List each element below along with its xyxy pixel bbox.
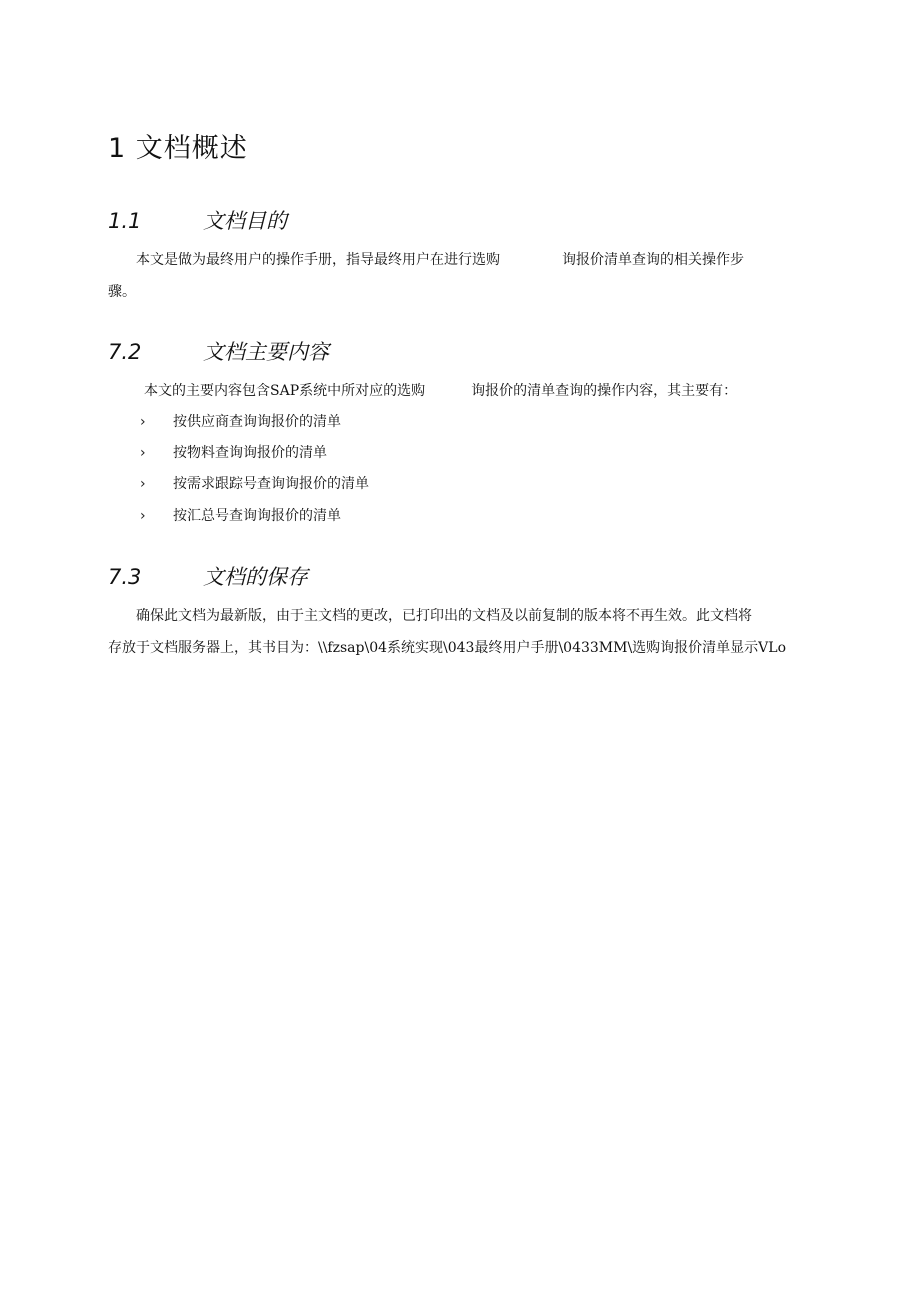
section-title: 文档的保存 <box>203 565 308 589</box>
list-item <box>140 505 341 525</box>
list-item <box>140 442 327 462</box>
section-number: 7.2 <box>108 340 142 364</box>
text-segment: 本文是做为最终用户的操作手册，指导最终用户在进行选购 <box>136 252 500 268</box>
storage-paragraph-line1: 确保此文档为最新版，由于主文档的更改，已打印出的文档及以前复制的版本将不再生效。此文档将 <box>136 608 752 624</box>
list-item-label: 按汇总号查询询报价的清单 <box>173 508 341 524</box>
content-intro-paragraph <box>144 380 737 400</box>
purpose-paragraph-line1 <box>136 249 744 269</box>
chevron-right-icon: › <box>140 476 146 492</box>
text-segment: 询报价清单查询的相关操作步 <box>562 252 744 268</box>
section-title: 文档主要内容 <box>203 340 329 364</box>
list-item-label: 按物料查询询报价的清单 <box>173 445 327 461</box>
heading-document-storage <box>108 561 308 591</box>
text-segment: 询报价的清单查询的操作内容，其主要有： <box>471 383 738 399</box>
list-item <box>140 411 341 431</box>
heading-document-purpose <box>108 205 287 235</box>
list-item-label: 按供应商查询询报价的清单 <box>173 414 341 430</box>
list-item <box>140 473 369 493</box>
storage-paragraph-line2: 存放于文档服务器上，其书目为：\\fzsap\04系统实现\043最终用户手册\0433MM\选购询报价清单显示VLo <box>108 640 787 656</box>
heading-document-overview: 1 文档概述 <box>108 133 248 164</box>
section-number: 7.3 <box>108 565 142 589</box>
list-item-label: 按需求跟踪号查询询报价的清单 <box>173 476 369 492</box>
section-number: 1.1 <box>108 209 142 233</box>
section-title: 文档目的 <box>203 209 287 233</box>
chevron-right-icon: › <box>140 445 146 461</box>
text-segment: 本文的主要内容包含SAP系统中所对应的选购 <box>144 383 426 399</box>
chevron-right-icon: › <box>140 414 146 430</box>
purpose-paragraph-line2: 骤。 <box>108 284 136 300</box>
chevron-right-icon: › <box>140 508 146 524</box>
heading-main-content <box>108 336 329 366</box>
